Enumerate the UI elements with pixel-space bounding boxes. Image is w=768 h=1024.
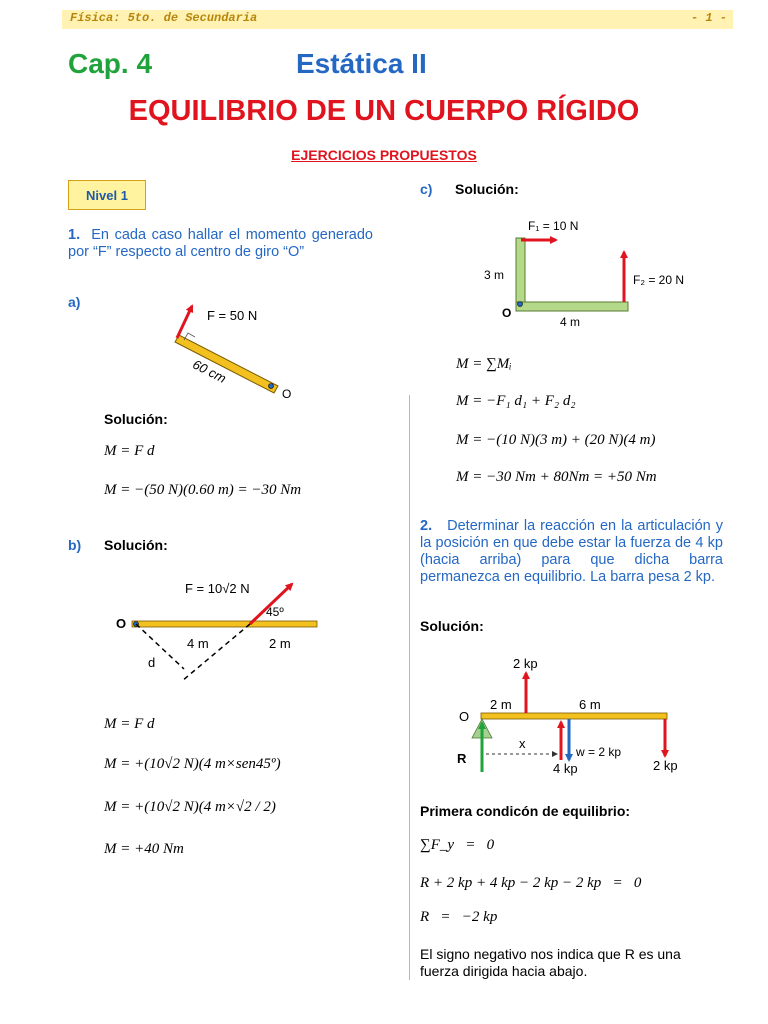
weight-label: w = 2 kp [576, 745, 622, 759]
bar-2 [481, 713, 667, 719]
width-label-c: 4 m [560, 315, 581, 329]
force-label-a: F = 50 N [207, 308, 258, 323]
eq-a-1: M = F d [104, 443, 155, 459]
problem-2 [420, 518, 723, 586]
part-b-label: b) [68, 537, 82, 553]
f2-label: F₂ = 20 N [633, 273, 685, 287]
vertical-arm-c [516, 238, 525, 310]
horizontal-arm-c [516, 302, 628, 311]
eq-2-2: R + 2 kp + 4 kp − 2 kp − 2 kp = 0 [420, 875, 642, 891]
eq-2-3: R = −2 kp [420, 909, 498, 925]
pivot-label-a: O [282, 387, 292, 401]
dist-6m-2: 6 m [579, 697, 601, 712]
figure-c [478, 210, 708, 335]
dist-2m-2: 2 m [490, 697, 512, 712]
page-number: - 1 - [690, 11, 727, 25]
dist-2m-b: 2 m [269, 636, 291, 651]
pivot-label-b: O [116, 616, 127, 631]
force-2kp-end-label: 2 kp [653, 758, 678, 773]
problem-2-number: 2. [420, 518, 433, 534]
level-badge [68, 180, 146, 210]
bar-b [132, 621, 317, 627]
pivot-dot-a [269, 384, 274, 389]
perpendicular-d [136, 624, 184, 669]
dist-4m-b: 4 m [187, 636, 209, 651]
solution-c-label: Solución: [455, 181, 519, 197]
problem-2-text: Determinar la reacción en la articulación y la posición en que debe estar la fuerza de 4 kp (hacia arriba) para que dicha barra permanezca en equilibrio. La barra pesa 2 kp. [420, 518, 723, 585]
eq-b-4: M = +40 Nm [104, 841, 184, 857]
problem-1-text: En cada caso hallar el momento generado por “F” respecto al centro de giro “O” [68, 227, 373, 260]
eq-b-1: M = F d [104, 716, 155, 732]
length-label-a: 60 cm [190, 356, 229, 386]
eq-c-4: M = −30 Nm + 80Nm = +50 Nm [456, 469, 657, 485]
eq-b-3: M = +(10√2 N)(4 m×√2 / 2) [104, 799, 276, 815]
pivot-label-2: O [459, 709, 470, 724]
pivot-dot-c [518, 302, 523, 307]
problem-1-number: 1. [68, 227, 81, 243]
level-label: Nivel 1 [86, 187, 128, 203]
problem-1 [68, 227, 373, 261]
reaction-label: R [457, 751, 467, 766]
condition-label: Primera condicón de equilibrio: [420, 803, 631, 819]
section-title: EJERCICIOS PROPUESTOS [291, 147, 477, 163]
x-label: x [519, 736, 526, 751]
eq-c-3: M = −(10 N)(3 m) + (20 N)(4 m) [456, 432, 656, 448]
eq-c-1: M = ∑Mᵢ [456, 356, 512, 372]
d-label-b: d [148, 655, 156, 670]
angle-label-b: 45º [266, 605, 284, 619]
force-arrow-a [177, 306, 192, 338]
height-label-c: 3 m [484, 268, 505, 282]
eq-2-1: ∑F_y = 0 [420, 837, 495, 853]
part-c-label: c) [420, 181, 433, 197]
force-line-extension [182, 624, 250, 681]
main-title: EQUILIBRIO DE UN CUERPO RÍGIDO [128, 95, 640, 127]
chapter-number: Cap. 4 [68, 48, 153, 79]
chapter-title: Estática II [296, 48, 427, 79]
eq-b-2: M = +(10√2 N)(4 m×sen45º) [104, 756, 281, 772]
pivot-label-c: O [502, 306, 512, 320]
bar-a [175, 335, 278, 393]
page-header [62, 10, 733, 29]
solution-b-label: Solución: [104, 537, 168, 553]
solution-a-label: Solución: [104, 411, 168, 427]
f1-label: F₁ = 10 N [528, 219, 579, 233]
header-subject: Física: 5to. de Secundaria [70, 11, 258, 25]
part-a-label: a) [68, 294, 81, 310]
column-divider [409, 395, 410, 980]
up-force-label: 2 kp [513, 656, 538, 671]
sign-note: El signo negativo nos indica que R es una fuerza dirigida hacia abajo. [420, 946, 681, 979]
eq-a-2: M = −(50 N)(0.60 m) = −30 Nm [104, 482, 302, 498]
force-label-b: F = 10√2 N [185, 581, 250, 596]
figure-b [110, 573, 330, 688]
eq-c-2: M = −F₁ d₁ + F₂ d₂ [456, 393, 576, 409]
figure-2 [450, 648, 710, 783]
figure-a [160, 290, 310, 405]
solution-2-label: Solución: [420, 618, 484, 634]
force-4kp-label: 4 kp [553, 761, 578, 776]
